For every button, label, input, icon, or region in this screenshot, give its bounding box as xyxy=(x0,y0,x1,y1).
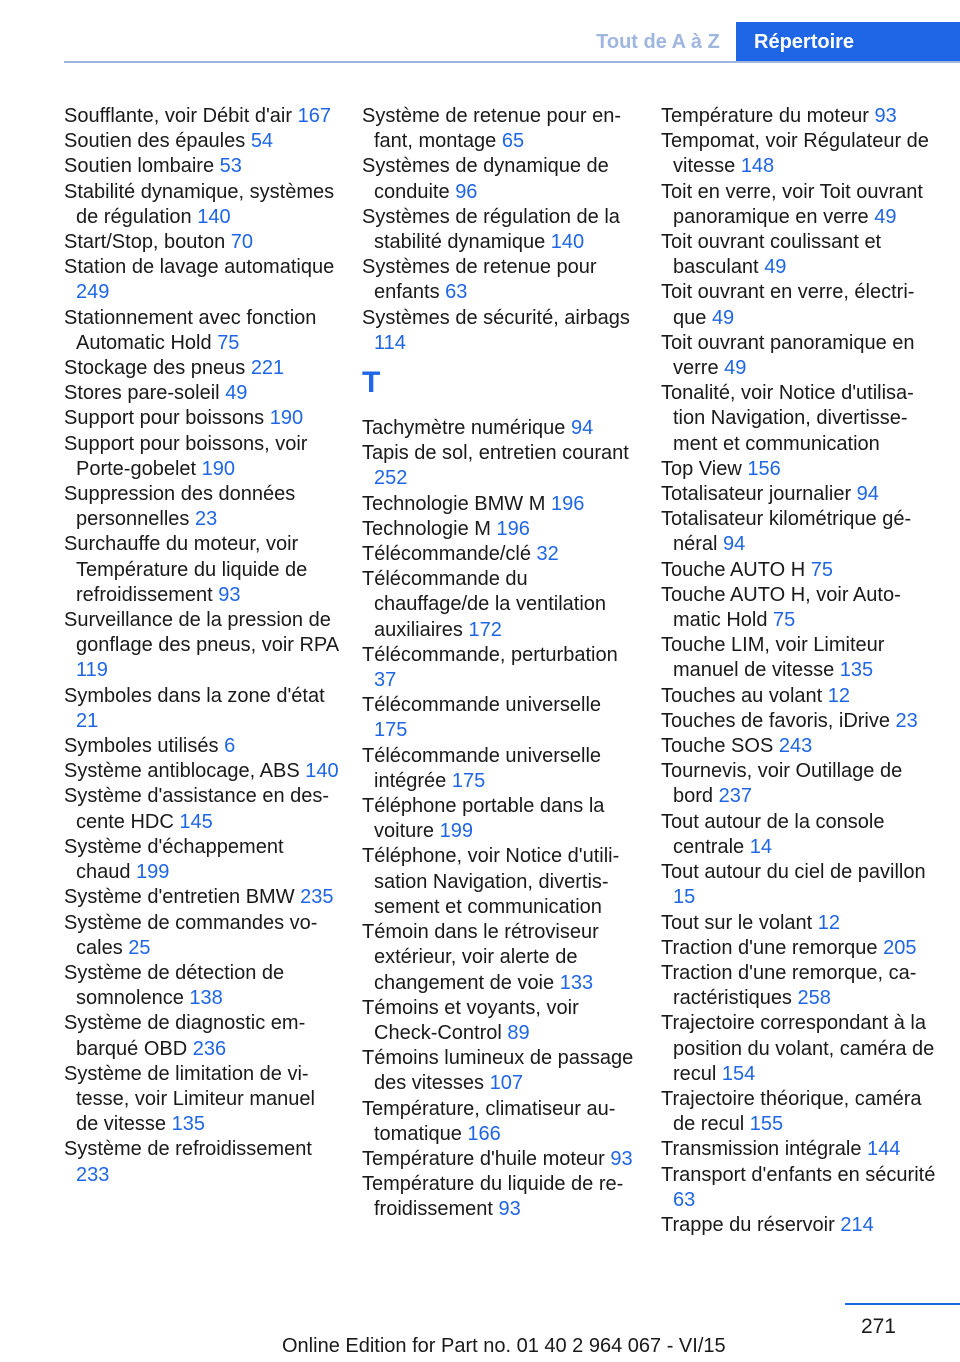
entry-text: Télécommande du chauffage/de la ventilation auxiliaires xyxy=(362,568,607,641)
page-link[interactable]: 94 xyxy=(856,483,879,506)
index-entry xyxy=(64,784,339,834)
entry-text: Surchauffe du moteur, voir Température du liquide de refroidissement xyxy=(64,533,308,606)
index-entry xyxy=(64,734,339,759)
entry-text: Stabilité dynamique, systèmes de régulation xyxy=(64,180,335,228)
page-link[interactable]: 94 xyxy=(723,533,746,556)
entry-text: Toit ouvrant coulissant et basculant xyxy=(661,231,882,279)
page-link[interactable]: 49 xyxy=(225,382,248,405)
index-entry xyxy=(362,492,637,517)
page-link[interactable]: 93 xyxy=(218,583,241,606)
entry-text: Totalisateur journalier xyxy=(661,483,852,506)
entry-text: Traction d'une remorque xyxy=(661,936,878,959)
page-link[interactable]: 145 xyxy=(179,810,213,833)
entry-text: Totalisateur kilométrique général xyxy=(661,508,912,556)
page-link[interactable]: 135 xyxy=(171,1113,205,1136)
index-entry xyxy=(362,996,637,1046)
page-link[interactable]: 23 xyxy=(194,508,218,531)
page-link[interactable]: 249 xyxy=(76,281,110,304)
entry-text: Systèmes de retenue pour enfants xyxy=(362,256,597,304)
entry-text: Transmission intégrale xyxy=(661,1138,862,1161)
index-entry xyxy=(64,835,339,885)
entry-text: Température du moteur xyxy=(661,105,869,127)
entry-text: Système d'échappement chaud xyxy=(64,835,284,884)
entry-text: Système de diagnostic embarqué OBD xyxy=(64,1012,306,1060)
entry-text: Système d'entretien BMW xyxy=(64,886,295,909)
index-entry xyxy=(64,230,339,255)
index-entry xyxy=(64,104,339,129)
entry-text: Technologie BMW M xyxy=(362,492,546,515)
entry-text: Touche AUTO H xyxy=(661,558,806,581)
index-entry xyxy=(661,709,936,734)
entry-text: Température, climatiseur automatique xyxy=(362,1097,616,1145)
index-entry xyxy=(661,1087,936,1137)
page-link[interactable]: 133 xyxy=(559,971,594,994)
entry-text: Système de commandes vocales xyxy=(64,911,318,959)
entry-text: Télécommande/clé xyxy=(362,543,531,566)
page-link[interactable]: 205 xyxy=(883,936,917,959)
entry-text: Touche LIM, voir Limiteur manuel de vitesse xyxy=(661,634,885,682)
page-link[interactable]: 94 xyxy=(571,417,594,440)
entry-text: Température d'huile moteur xyxy=(362,1147,605,1170)
index-entry xyxy=(64,255,339,305)
page-link[interactable]: 21 xyxy=(76,709,99,732)
page-link[interactable]: 190 xyxy=(269,407,304,430)
index-entry xyxy=(661,507,936,557)
entry-text: Témoins et voyants, voir Check-Control xyxy=(362,996,579,1044)
entry-text: Start/Stop, bouton xyxy=(64,231,226,254)
page-link[interactable]: 14 xyxy=(749,835,772,858)
index-entry xyxy=(362,1147,637,1172)
page-link[interactable]: 138 xyxy=(189,987,223,1010)
index-entry xyxy=(661,911,936,936)
index-entry xyxy=(661,810,936,860)
entry-text: Touches au volant xyxy=(661,684,823,707)
page-link[interactable]: 75 xyxy=(773,609,796,632)
index-entry xyxy=(362,517,637,542)
index-entry xyxy=(64,911,339,961)
page-link[interactable]: 89 xyxy=(507,1021,530,1044)
page-link[interactable]: 243 xyxy=(778,735,813,758)
page-link[interactable]: 54 xyxy=(250,130,274,153)
entry-text: Système antiblocage, ABS xyxy=(64,760,300,783)
page-link[interactable]: 49 xyxy=(874,205,897,228)
page-link[interactable]: 75 xyxy=(810,558,833,581)
entry-text: Transport d'enfants en sécurité xyxy=(661,1163,936,1186)
page-link[interactable]: 199 xyxy=(136,861,170,884)
entry-text: Télécommande, perturbation xyxy=(362,643,618,666)
page-number: 271 xyxy=(860,1315,896,1338)
page-link[interactable]: 65 xyxy=(501,130,525,153)
page-link[interactable]: 93 xyxy=(874,105,897,127)
index-entry xyxy=(661,684,936,709)
footer-rule xyxy=(845,1303,960,1305)
index-entry xyxy=(661,1011,936,1087)
index-entry xyxy=(64,759,339,784)
entry-text: Trajectoire théorique, caméra de recul xyxy=(661,1087,922,1136)
index-entry xyxy=(362,255,637,305)
entry-text: Système de refroidissement xyxy=(64,1138,312,1161)
page-link[interactable]: 140 xyxy=(197,205,231,228)
page-link[interactable]: 49 xyxy=(764,256,787,279)
index-entry xyxy=(661,734,936,759)
page-link[interactable]: 119 xyxy=(76,659,108,682)
index-entry xyxy=(661,1137,936,1162)
index-entry xyxy=(64,1062,339,1138)
index-entry xyxy=(661,482,936,507)
index-column-3 xyxy=(661,104,936,1238)
index-entry xyxy=(362,306,637,356)
section-letter: T xyxy=(362,366,381,400)
page-link[interactable]: 172 xyxy=(468,618,502,641)
index-column-1 xyxy=(64,104,339,1188)
index-entry xyxy=(362,1097,637,1147)
index-entry xyxy=(661,558,936,583)
index-entry xyxy=(362,567,637,643)
index-entry xyxy=(661,104,936,129)
index-entry xyxy=(362,205,637,255)
header-rule xyxy=(64,61,960,63)
entry-text: Tachymètre numérique xyxy=(362,417,566,440)
page-link[interactable]: 63 xyxy=(445,281,468,304)
index-entry xyxy=(64,180,339,230)
page-link[interactable]: 93 xyxy=(610,1147,633,1170)
entry-text: Tonalité, voir Notice d'utilisation Navigation, divertissement et communication xyxy=(661,382,914,455)
entry-text: Stationnement avec fonction Automatic Hold xyxy=(64,306,317,354)
page-link[interactable]: 25 xyxy=(128,936,151,959)
index-entry xyxy=(64,1011,339,1061)
page-link[interactable]: 235 xyxy=(300,886,334,909)
entry-text: Témoins lumineux de passage des vitesses xyxy=(362,1047,634,1095)
page-link[interactable]: 96 xyxy=(455,180,478,203)
entry-text: Toit ouvrant panoramique en verre xyxy=(661,331,915,380)
page-link[interactable]: 93 xyxy=(498,1198,521,1221)
page-link[interactable]: 221 xyxy=(250,357,285,380)
index-entry xyxy=(661,331,936,381)
entry-text: Support pour boissons, voir Porte-gobelet xyxy=(64,432,308,480)
entry-text: Technologie M xyxy=(362,517,491,540)
page-link[interactable]: 15 xyxy=(673,886,696,909)
index-entry xyxy=(64,482,339,532)
index-entry xyxy=(661,230,936,280)
page-link[interactable]: 258 xyxy=(797,987,831,1010)
page-link[interactable]: 23 xyxy=(895,709,918,732)
entry-text: Stores pare-soleil xyxy=(64,382,220,405)
page-link[interactable]: 236 xyxy=(192,1037,227,1060)
entry-text: Systèmes de sécurité, airbags xyxy=(362,306,630,329)
index-entry xyxy=(362,104,637,154)
entry-text: Télécommande universelle xyxy=(362,694,602,717)
page-link[interactable]: 155 xyxy=(749,1113,784,1136)
page-link[interactable]: 196 xyxy=(496,517,530,540)
page-link[interactable]: 53 xyxy=(219,155,242,178)
index-entry xyxy=(661,961,936,1011)
entry-text: Support pour boissons xyxy=(64,407,265,430)
index-entry xyxy=(64,406,339,431)
index-entry xyxy=(661,633,936,683)
index-entry xyxy=(661,583,936,633)
index-entry xyxy=(362,844,637,920)
index-entry xyxy=(661,129,936,179)
entry-text: Toit en verre, voir Toit ouvrant panoramique en verre xyxy=(661,180,923,228)
index-entry xyxy=(661,1213,936,1238)
index-entry xyxy=(362,1046,637,1096)
index-entry xyxy=(362,542,637,567)
entry-text: Tapis de sol, entretien courant xyxy=(362,442,629,465)
page-link[interactable]: 135 xyxy=(839,659,874,682)
page-link[interactable]: 140 xyxy=(550,231,585,254)
page-link[interactable]: 144 xyxy=(867,1138,901,1161)
page-link[interactable]: 12 xyxy=(817,911,841,934)
index-entry xyxy=(362,744,637,794)
page-link[interactable]: 49 xyxy=(724,357,747,380)
index-column-2 xyxy=(362,104,637,1223)
entry-text: Soufflante, voir Débit d'air xyxy=(64,105,293,127)
entry-text: Traction d'une remorque, caractéristiques xyxy=(661,961,917,1010)
index-entry xyxy=(64,684,339,734)
page-link[interactable]: 214 xyxy=(840,1213,874,1236)
page-link[interactable]: 70 xyxy=(230,231,254,254)
index-entry xyxy=(64,129,339,154)
page-link[interactable]: 63 xyxy=(673,1188,696,1211)
page-link[interactable]: 107 xyxy=(489,1072,523,1095)
entry-text: Système de détection de somnolence xyxy=(64,961,285,1010)
index-entry xyxy=(661,180,936,230)
index-entry xyxy=(661,860,936,910)
page-link[interactable]: 75 xyxy=(217,331,240,354)
page-link[interactable]: 252 xyxy=(374,467,408,490)
entry-text: Trappe du réservoir xyxy=(661,1213,835,1236)
index-entry xyxy=(64,532,339,608)
index-entry xyxy=(661,759,936,809)
entry-text: Tempomat, voir Régulateur de vitesse xyxy=(661,130,929,178)
page-link[interactable]: 37 xyxy=(374,669,397,692)
index-entry xyxy=(661,381,936,457)
entry-text: Suppression des données personnelles xyxy=(64,483,296,531)
page-link[interactable]: 148 xyxy=(740,155,775,178)
page-link[interactable]: 166 xyxy=(467,1122,501,1145)
entry-text: Télécommande universelle intégrée xyxy=(362,744,602,792)
index-entry xyxy=(362,416,637,441)
entry-text: Système de retenue pour enfant, montage xyxy=(362,105,622,153)
page-link[interactable]: 49 xyxy=(711,306,735,329)
entry-text: Stockage des pneus xyxy=(64,357,246,380)
index-entry xyxy=(362,920,637,996)
entry-text: Température du liquide de refroidissement xyxy=(362,1173,624,1221)
entry-text: Symboles utilisés xyxy=(64,735,219,758)
index-entry xyxy=(64,381,339,406)
index-entry xyxy=(362,693,637,743)
entry-text: Témoin dans le rétroviseur extérieur, voir alerte de changement de voie xyxy=(362,921,599,994)
index-entry xyxy=(64,154,339,179)
entry-text: Station de lavage automatique xyxy=(64,256,335,279)
index-entry xyxy=(661,1163,936,1213)
entry-text: Soutien des épaules xyxy=(64,130,246,153)
page-link[interactable]: 175 xyxy=(374,719,408,742)
entry-text: Surveillance de la pression de gonflage des pneus, voir RPA xyxy=(64,609,339,657)
entry-text: Systèmes de dynamique de conduite xyxy=(362,155,609,203)
page-link[interactable]: 32 xyxy=(536,543,559,566)
index-entry xyxy=(64,608,339,684)
entry-text: Toit ouvrant en verre, électrique xyxy=(661,281,915,329)
entry-text: Top View xyxy=(661,457,742,480)
entry-text: Tournevis, voir Outillage de bord xyxy=(661,760,903,808)
index-entry xyxy=(64,1137,339,1187)
index-entry xyxy=(362,794,637,844)
entry-text: Tout autour du ciel de pavillon xyxy=(661,861,926,884)
entry-text: Système de limitation de vitesse, voir Limiteur manuel de vitesse xyxy=(64,1062,315,1136)
entry-text: Tout sur le volant xyxy=(661,911,813,934)
entry-text: Système d'assistance en descente HDC xyxy=(64,785,330,833)
index-entry xyxy=(64,432,339,482)
edition-line: Online Edition for Part no. 01 40 2 964 067 - VI/15 xyxy=(282,1335,726,1357)
index-entry xyxy=(64,306,339,356)
entry-text: Systèmes de régulation de la stabilité dynamique xyxy=(362,205,620,254)
tab-repertoire: Répertoire xyxy=(736,22,960,63)
index-entry xyxy=(661,936,936,961)
index-entry xyxy=(362,154,637,204)
index-entry xyxy=(362,643,637,693)
index-entry xyxy=(64,961,339,1011)
index-entry xyxy=(362,1172,637,1222)
page-link[interactable]: 156 xyxy=(747,457,781,480)
page-link[interactable]: 199 xyxy=(439,820,473,843)
section-title: Tout de A à Z xyxy=(596,30,720,53)
page-link[interactable]: 154 xyxy=(721,1062,756,1085)
index-entry xyxy=(661,457,936,482)
entry-text: Touche SOS xyxy=(661,735,774,758)
page-link[interactable]: 237 xyxy=(718,785,752,808)
page-link[interactable]: 140 xyxy=(305,760,339,783)
entry-text: Téléphone portable dans la voiture xyxy=(362,795,605,843)
page-link[interactable]: 233 xyxy=(76,1163,110,1186)
index-entry xyxy=(64,885,339,910)
page-link[interactable]: 114 xyxy=(374,331,406,354)
index-entry xyxy=(64,356,339,381)
page-link[interactable]: 6 xyxy=(224,735,236,758)
page-link[interactable]: 190 xyxy=(201,457,236,480)
index-entry xyxy=(661,280,936,330)
entry-text: Touche AUTO H, voir Automatic Hold xyxy=(661,583,901,632)
index-entry xyxy=(362,441,637,491)
entry-text: Touches de favoris, iDrive xyxy=(661,709,890,732)
entry-text: Trajectoire correspondant à la position du volant, caméra de recul xyxy=(661,1012,935,1085)
entry-text: Symboles dans la zone d'état xyxy=(64,684,325,707)
entry-text: Tout autour de la console centrale xyxy=(661,810,885,858)
page-link[interactable]: 175 xyxy=(451,769,486,792)
entry-text: Téléphone, voir Notice d'utilisation Navigation, divertissement et communication xyxy=(362,845,620,918)
page-link[interactable]: 196 xyxy=(550,492,585,515)
entry-text: Soutien lombaire xyxy=(64,155,215,178)
page-link[interactable]: 167 xyxy=(297,105,331,127)
page-link[interactable]: 12 xyxy=(827,684,851,707)
